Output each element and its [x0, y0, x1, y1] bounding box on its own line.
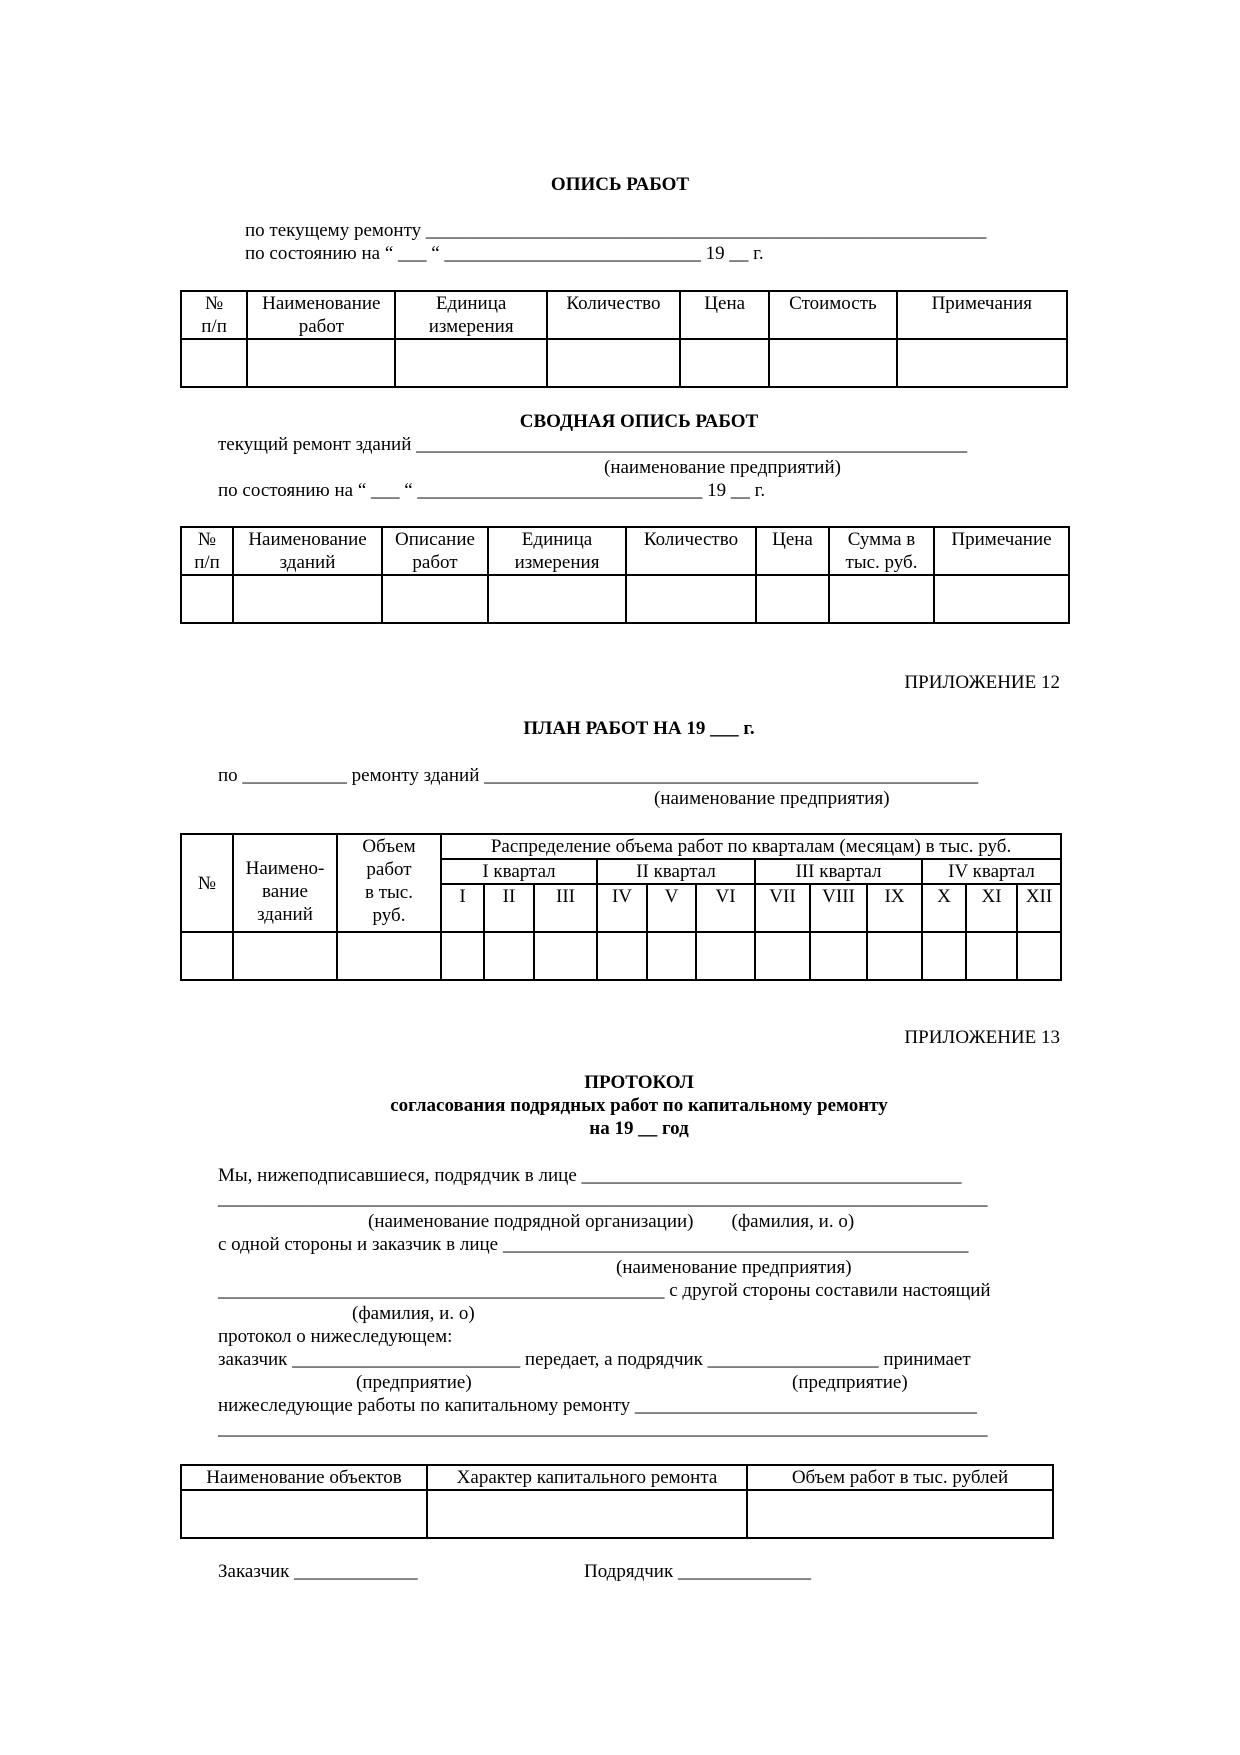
- appendix-13: ПРИЛОЖЕНИЕ 13: [904, 1027, 1060, 1048]
- empty-cell: [897, 339, 1067, 387]
- empty-cell: [756, 575, 829, 623]
- header-cell: Количество: [547, 291, 680, 339]
- protocol-caption: (фамилия, и. о): [352, 1303, 475, 1324]
- protocol-line: протокол о нижеследующем:: [218, 1326, 453, 1347]
- protocol-caption: (наименование предприятия): [616, 1257, 852, 1278]
- header-cell: Наименование работ: [247, 291, 395, 339]
- header-cell: Объем работ в тыс. рублей: [747, 1465, 1053, 1490]
- header-cell: Описание работ: [382, 527, 488, 575]
- protocol-line: _______________________________________________ с другой стороны составили настоящий: [218, 1280, 991, 1301]
- month-cell: I: [441, 884, 484, 932]
- month-cell: II: [484, 884, 534, 932]
- empty-cell: [755, 932, 810, 980]
- plan-title: ПЛАН РАБОТ НА 19 ___ г.: [523, 718, 755, 739]
- header-cell: Характер капитального ремонта: [427, 1465, 747, 1490]
- empty-cell: [810, 932, 867, 980]
- empty-cell: [1017, 932, 1061, 980]
- empty-cell: [441, 932, 484, 980]
- protocol-line: Мы, нижеподписавшиеся, подрядчик в лице ________________________________________: [218, 1165, 962, 1186]
- protocol-line: _________________________________________________________________________________: [218, 1188, 988, 1209]
- empty-cell: [488, 575, 626, 623]
- empty-cell: [233, 932, 337, 980]
- header-cell: Стоимость: [769, 291, 896, 339]
- inventory-date-line: по состоянию на “ ___ “ ___________________________ 19 __ г.: [245, 243, 764, 264]
- empty-cell: [829, 575, 934, 623]
- inventory-table: [180, 290, 1068, 388]
- plan-table: [180, 833, 1062, 981]
- empty-cell: [337, 932, 441, 980]
- empty-cell: [233, 575, 382, 623]
- header-cell: Количество: [626, 527, 756, 575]
- empty-cell: [769, 339, 896, 387]
- empty-cell: [934, 575, 1069, 623]
- empty-cell: [696, 932, 755, 980]
- empty-cell: [867, 932, 922, 980]
- header-cell: № п/п: [181, 291, 247, 339]
- header-distribution: Распределение объема работ по кварталам (месяцам) в тыс. руб.: [441, 834, 1061, 859]
- customer-signature: Заказчик _____________: [218, 1561, 418, 1582]
- summary-table: [180, 526, 1070, 624]
- header-cell: Единица измерения: [395, 291, 546, 339]
- month-cell: IV: [597, 884, 647, 932]
- empty-cell: [181, 575, 233, 623]
- summary-repair-line: текущий ремонт зданий __________________________________________________________: [218, 434, 968, 455]
- header-cell: Цена: [756, 527, 829, 575]
- protocol-line: нижеследующие работы по капитальному ремонту ____________________________________: [218, 1395, 977, 1416]
- protocol-caption: (предприятие): [792, 1372, 908, 1393]
- header-cell: Примечание: [934, 527, 1069, 575]
- protocol-caption: (предприятие): [356, 1372, 472, 1393]
- header-building-name: Наимено- вание зданий: [233, 834, 337, 932]
- empty-cell: [395, 339, 546, 387]
- empty-cell: [626, 575, 756, 623]
- quarter-cell: II квартал: [597, 859, 755, 884]
- header-volume: Объем работ в тыс. руб.: [337, 834, 441, 932]
- month-cell: X: [922, 884, 966, 932]
- month-cell: VIII: [810, 884, 867, 932]
- protocol-title: ПРОТОКОЛ: [584, 1072, 694, 1093]
- header-cell: Наименование объектов: [181, 1465, 427, 1490]
- empty-cell: [247, 339, 395, 387]
- quarter-cell: I квартал: [441, 859, 597, 884]
- quarter-cell: IV квартал: [922, 859, 1061, 884]
- header-cell: Примечания: [897, 291, 1067, 339]
- contractor-signature: Подрядчик ______________: [584, 1561, 811, 1582]
- month-cell: III: [534, 884, 597, 932]
- empty-cell: [597, 932, 647, 980]
- plan-caption: (наименование предприятия): [654, 788, 890, 809]
- month-cell: IX: [867, 884, 922, 932]
- protocol-subtitle: согласования подрядных работ по капитальному ремонту: [390, 1095, 888, 1116]
- summary-caption: (наименование предприятий): [604, 457, 841, 478]
- empty-cell: [382, 575, 488, 623]
- empty-cell: [181, 932, 233, 980]
- header-num: №: [181, 834, 233, 932]
- protocol-caption: (наименование подрядной организации) (фамилия, и. о): [368, 1211, 855, 1232]
- header-cell: Цена: [680, 291, 769, 339]
- plan-repair-line: по ___________ ремонту зданий ____________________________________________________: [218, 765, 979, 786]
- protocol-line: с одной стороны и заказчик в лице _________________________________________________: [218, 1234, 969, 1255]
- protocol-year: на 19 __ год: [589, 1118, 689, 1139]
- empty-cell: [647, 932, 696, 980]
- month-cell: VII: [755, 884, 810, 932]
- empty-cell: [181, 339, 247, 387]
- quarter-cell: III квартал: [755, 859, 922, 884]
- month-cell: V: [647, 884, 696, 932]
- empty-cell: [922, 932, 966, 980]
- protocol-line: _________________________________________________________________________________: [218, 1418, 988, 1439]
- appendix-12: ПРИЛОЖЕНИЕ 12: [904, 672, 1060, 693]
- inventory-title: ОПИСЬ РАБОТ: [550, 174, 690, 195]
- month-cell: XI: [966, 884, 1017, 932]
- header-cell: Сумма в тыс. руб.: [829, 527, 934, 575]
- empty-cell: [484, 932, 534, 980]
- empty-cell: [966, 932, 1017, 980]
- empty-cell: [534, 932, 597, 980]
- header-cell: Единица измерения: [488, 527, 626, 575]
- header-cell: Наименование зданий: [233, 527, 382, 575]
- empty-cell: [181, 1490, 427, 1538]
- month-cell: VI: [696, 884, 755, 932]
- header-cell: № п/п: [181, 527, 233, 575]
- protocol-table: [180, 1464, 1054, 1539]
- inventory-repair-line: по текущему ремонту ___________________________________________________________: [245, 220, 987, 241]
- month-cell: XII: [1017, 884, 1061, 932]
- empty-cell: [427, 1490, 747, 1538]
- protocol-line: заказчик ________________________ передает, а подрядчик __________________ принимает: [218, 1349, 971, 1370]
- empty-cell: [680, 339, 769, 387]
- summary-date-line: по состоянию на “ ___ “ ______________________________ 19 __ г.: [218, 480, 766, 501]
- empty-cell: [747, 1490, 1053, 1538]
- empty-cell: [547, 339, 680, 387]
- summary-title: СВОДНАЯ ОПИСЬ РАБОТ: [519, 411, 759, 432]
